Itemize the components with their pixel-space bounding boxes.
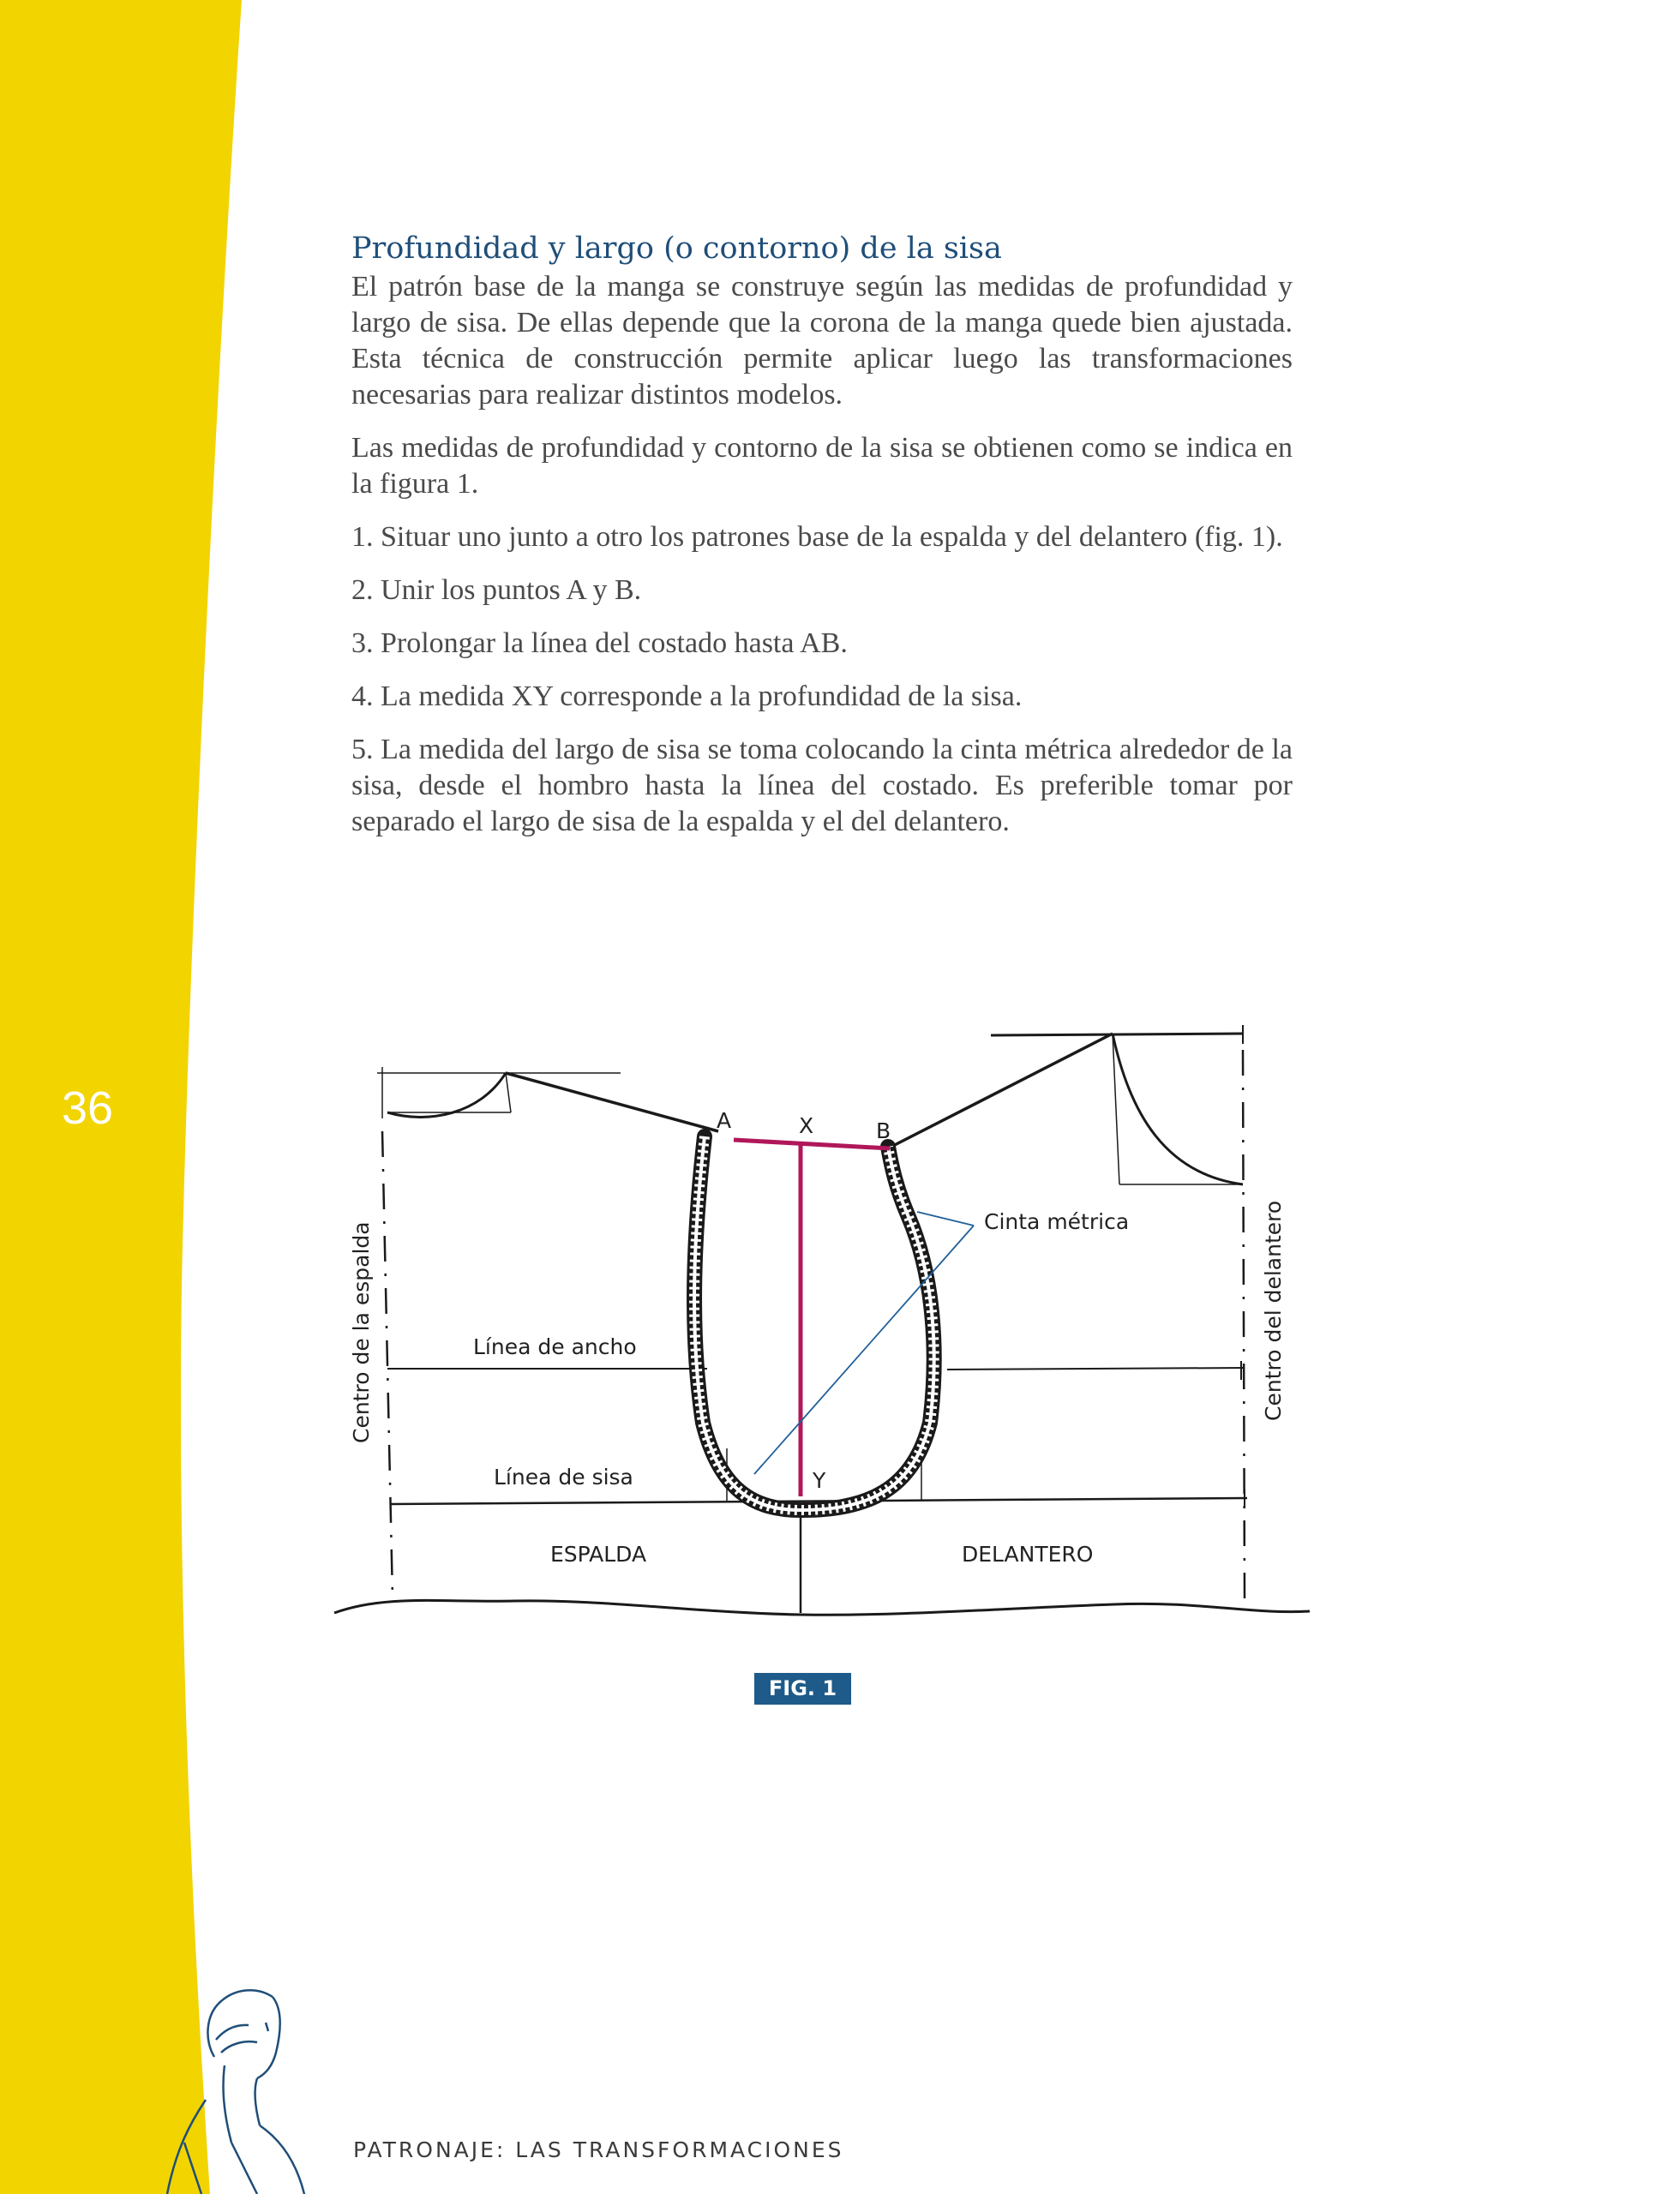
- paragraph-intro: El patrón base de la manga se construye según las medidas de profundidad y largo de sisa. De ellas depende que la corona de la manga quede bien ajustada. Esta técnica de construcción permite aplicar luego las transformaciones necesarias para realizar distintos modelos.: [351, 271, 1293, 411]
- label-centro-espalda: Centro de la espalda: [349, 1221, 374, 1443]
- label-centro-delantero: Centro del delantero: [1261, 1200, 1286, 1421]
- paragraph-measures: Las medidas de profundidad y contorno de la sisa se obtienen como se indica en la figura 1.: [351, 432, 1293, 500]
- section-title: Profundidad y largo (o contorno) de la sisa: [351, 231, 1002, 266]
- figure-badge: FIG. 1: [754, 1673, 851, 1705]
- front-neck-curve: [1113, 1034, 1243, 1184]
- label-point-a: A: [717, 1108, 732, 1133]
- label-point-x: X: [799, 1113, 814, 1138]
- label-linea-ancho: Línea de ancho: [473, 1334, 637, 1359]
- tape-pointer-line-1: [917, 1212, 974, 1226]
- front-shoulder-line: [885, 1034, 1113, 1150]
- label-point-b: B: [876, 1118, 891, 1143]
- back-neck-curve: [387, 1073, 506, 1117]
- ab-line: [734, 1140, 890, 1148]
- label-cinta-metrica: Cinta métrica: [984, 1209, 1130, 1234]
- step-3: 3. Prolongar la línea del costado hasta AB.: [351, 627, 848, 659]
- page-number: 36: [62, 1082, 114, 1134]
- label-point-y: Y: [813, 1468, 826, 1493]
- label-linea-sisa: Línea de sisa: [494, 1465, 633, 1490]
- label-espalda: ESPALDA: [550, 1542, 647, 1567]
- step-5: 5. La medida del largo de sisa se toma colocando la cinta métrica alrededor de la sisa, desde el hombro hasta la línea del costado. Es preferible tomar por separado el largo de sisa de la espalda y el del delantero.: [351, 734, 1293, 837]
- step-2: 2. Unir los puntos A y B.: [351, 574, 642, 606]
- page-footer: PATRONAJE: LAS TRANSFORMACIONES: [353, 2137, 844, 2162]
- step-4: 4. La medida XY corresponde a la profundidad de la sisa.: [351, 680, 1023, 712]
- pattern-bottom-edge: [334, 1600, 1310, 1615]
- front-width-line: [947, 1368, 1245, 1370]
- step-1: 1. Situar uno junto a otro los patrones base de la espalda y del delantero (fig. 1).: [351, 521, 1283, 553]
- center-front-line: [1243, 1050, 1245, 1598]
- back-shoulder-line: [506, 1073, 718, 1131]
- label-delantero: DELANTERO: [962, 1542, 1094, 1567]
- center-back-line: [382, 1131, 393, 1598]
